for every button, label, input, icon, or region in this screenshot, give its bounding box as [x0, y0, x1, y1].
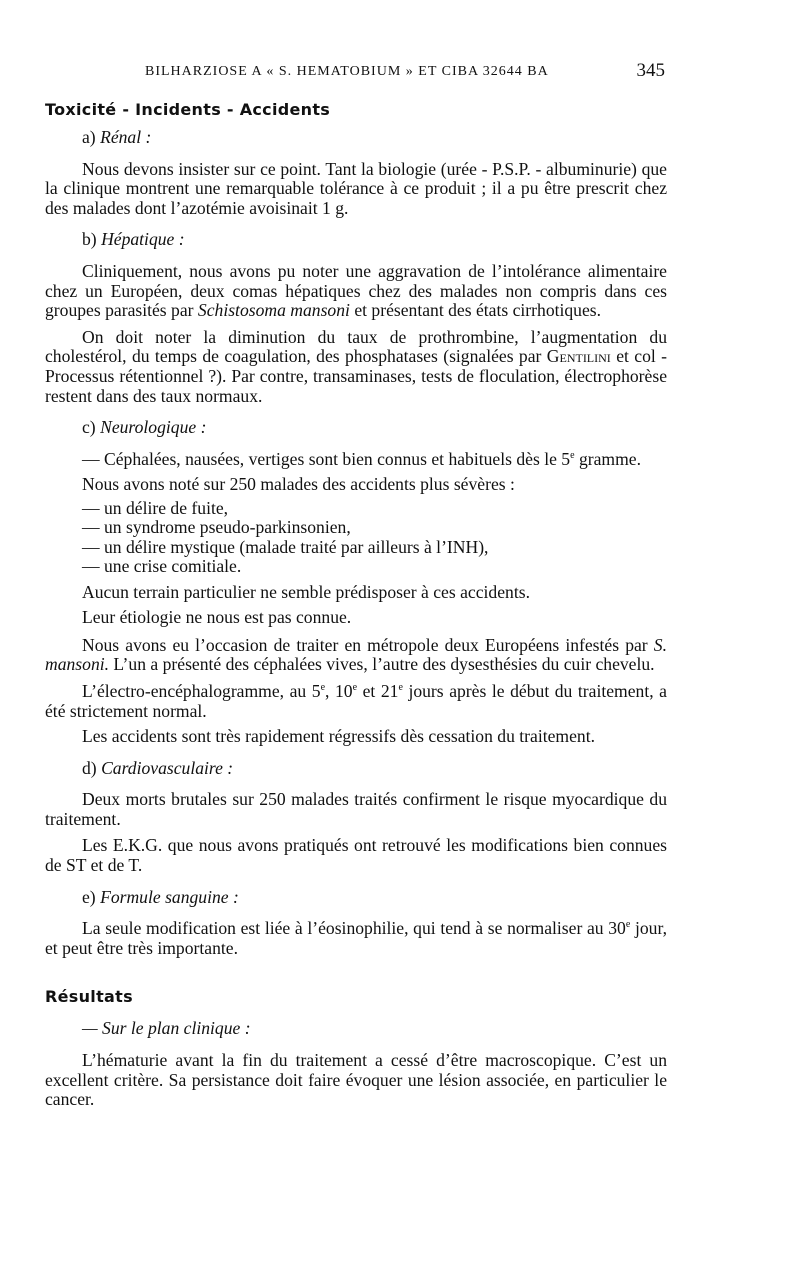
subsection-title: Cardiovasculaire : [101, 757, 234, 778]
subsection-label: d) [82, 757, 97, 778]
running-header [145, 62, 665, 86]
page-number: 345 [636, 60, 665, 81]
subsection-title: Neurologique : [100, 417, 207, 438]
text-run: L’un a présenté des céphalées vives, l’autre des dysesthésies du cuir chevelu. [109, 654, 655, 675]
superscript: e [625, 919, 631, 931]
superscript: e [398, 682, 403, 694]
subsection-label: e) [82, 886, 96, 907]
subsection-title: Hépatique : [101, 229, 185, 250]
paragraph-neuro-4: Leur étiologie ne nous est pas connue. [82, 607, 352, 628]
section-heading-results: Résultats [45, 987, 133, 1007]
subsection-title: Formule sanguine : [100, 886, 239, 907]
subsection-heading-neurologic [45, 418, 667, 438]
subsection-label: b) [82, 229, 97, 250]
text-run: L’électro-encéphalogramme, au 5 [82, 680, 321, 701]
text-run: jours après le début du traitement, a été strictement normal. [45, 680, 667, 721]
text-run: On doit noter la diminution du taux de prothrombine, l’augmentation du cholestérol, du temps de coagulation, des phosphatases (signalées par [45, 326, 667, 367]
paragraph-cardio-1: Deux morts brutales sur 250 malades traités confirment le risque myocardique du traitement. [45, 789, 667, 829]
subsection-heading-cardio [45, 759, 667, 779]
subsection-heading-clinical [45, 1019, 667, 1039]
species-name: S. mansoni. [45, 634, 667, 675]
paragraph-neuro-1 [45, 450, 667, 470]
paragraph-hepatic-1 [45, 262, 667, 321]
text-run: et col - Processus rétentionnel ?). Par contre, transaminases, tests de floculation, électrophorèse restent dans des taux normaux. [45, 346, 667, 406]
paragraph-results-1: L’hématurie avant la fin du traitement a cessé d’être macroscopique. C’est un excellent critère. Sa persistance doit faire évoquer une lésion associée, en particulier le cancer. [45, 1050, 667, 1110]
running-title: BILHARZIOSE A « S. HEMATOBIUM » ET CIBA 32644 BA [145, 64, 549, 79]
text-run: et présentant des états cirrhotiques. [349, 300, 602, 321]
accident-list [82, 499, 667, 577]
subsection-heading-renal [45, 128, 667, 148]
text-run: Cliniquement, nous avons pu noter une aggravation de l’intolérance alimentaire chez un Européen, deux comas hépatiques chez des malades non compris dans ces groupes parasités par [45, 260, 667, 321]
text-run: Nous avons eu l’occasion de traiter en métropole deux Européens infestés par [82, 634, 654, 655]
subsection-title: — Sur le plan clinique : [82, 1018, 251, 1039]
superscript: e [352, 682, 358, 694]
list-item: — un délire de fuite, [82, 497, 229, 518]
paragraph-neuro-7: Les accidents sont très rapidement régressifs dès cessation du traitement. [82, 726, 595, 747]
subsection-title: Rénal : [100, 127, 152, 147]
section-heading-toxicity: Toxicité - Incidents - Accidents [45, 100, 331, 119]
paragraph-renal: Nous devons insister sur ce point. Tant la biologie (urée - P.S.P. - albuminurie) que la clinique montrent une remarquable tolérance à ce produit ; il a pu être prescrit chez des malades dont l’azotémie avoisinait 1 g. [45, 158, 667, 218]
subsection-heading-blood [45, 888, 667, 908]
text-run: , 10 [325, 680, 353, 701]
text-run: jour, et peut être très importante. [45, 918, 667, 958]
paragraph-neuro-2: Nous avons noté sur 250 malades des accidents plus sévères : [82, 474, 515, 495]
article-body [45, 100, 667, 1110]
species-name: Schistosoma mansoni [197, 300, 350, 321]
superscript: e [570, 449, 575, 461]
subsection-label: c) [82, 417, 96, 438]
superscript: e [320, 682, 326, 694]
paragraph-neuro-6 [45, 682, 667, 721]
text-run: gramme. [574, 448, 642, 469]
subsection-heading-hepatic [45, 230, 667, 250]
subsection-label: a) [82, 127, 96, 147]
author-name: Gentilini [546, 346, 611, 367]
paragraph-blood-1 [45, 919, 667, 958]
text-run: et 21 [357, 680, 399, 701]
paragraph-hepatic-2 [45, 328, 667, 406]
list-item: — un délire mystique (malade traité par ailleurs à l’INH), [82, 536, 489, 557]
paragraph-neuro-3: Aucun terrain particulier ne semble prédisposer à ces accidents. [82, 581, 530, 602]
paragraph-neuro-5 [45, 636, 667, 675]
paragraph-cardio-2: Les E.K.G. que nous avons pratiqués ont retrouvé les modifications bien connues de ST et de T. [45, 835, 667, 876]
list-item: — une crise comitiale. [82, 556, 242, 577]
text-run: — Céphalées, nausées, vertiges sont bien connus et habituels dès le 5 [82, 448, 571, 469]
text-run: La seule modification est liée à l’éosinophilie, qui tend à se normaliser au 30 [82, 918, 626, 939]
list-item: — un syndrome pseudo-parkinsonien, [82, 517, 351, 538]
